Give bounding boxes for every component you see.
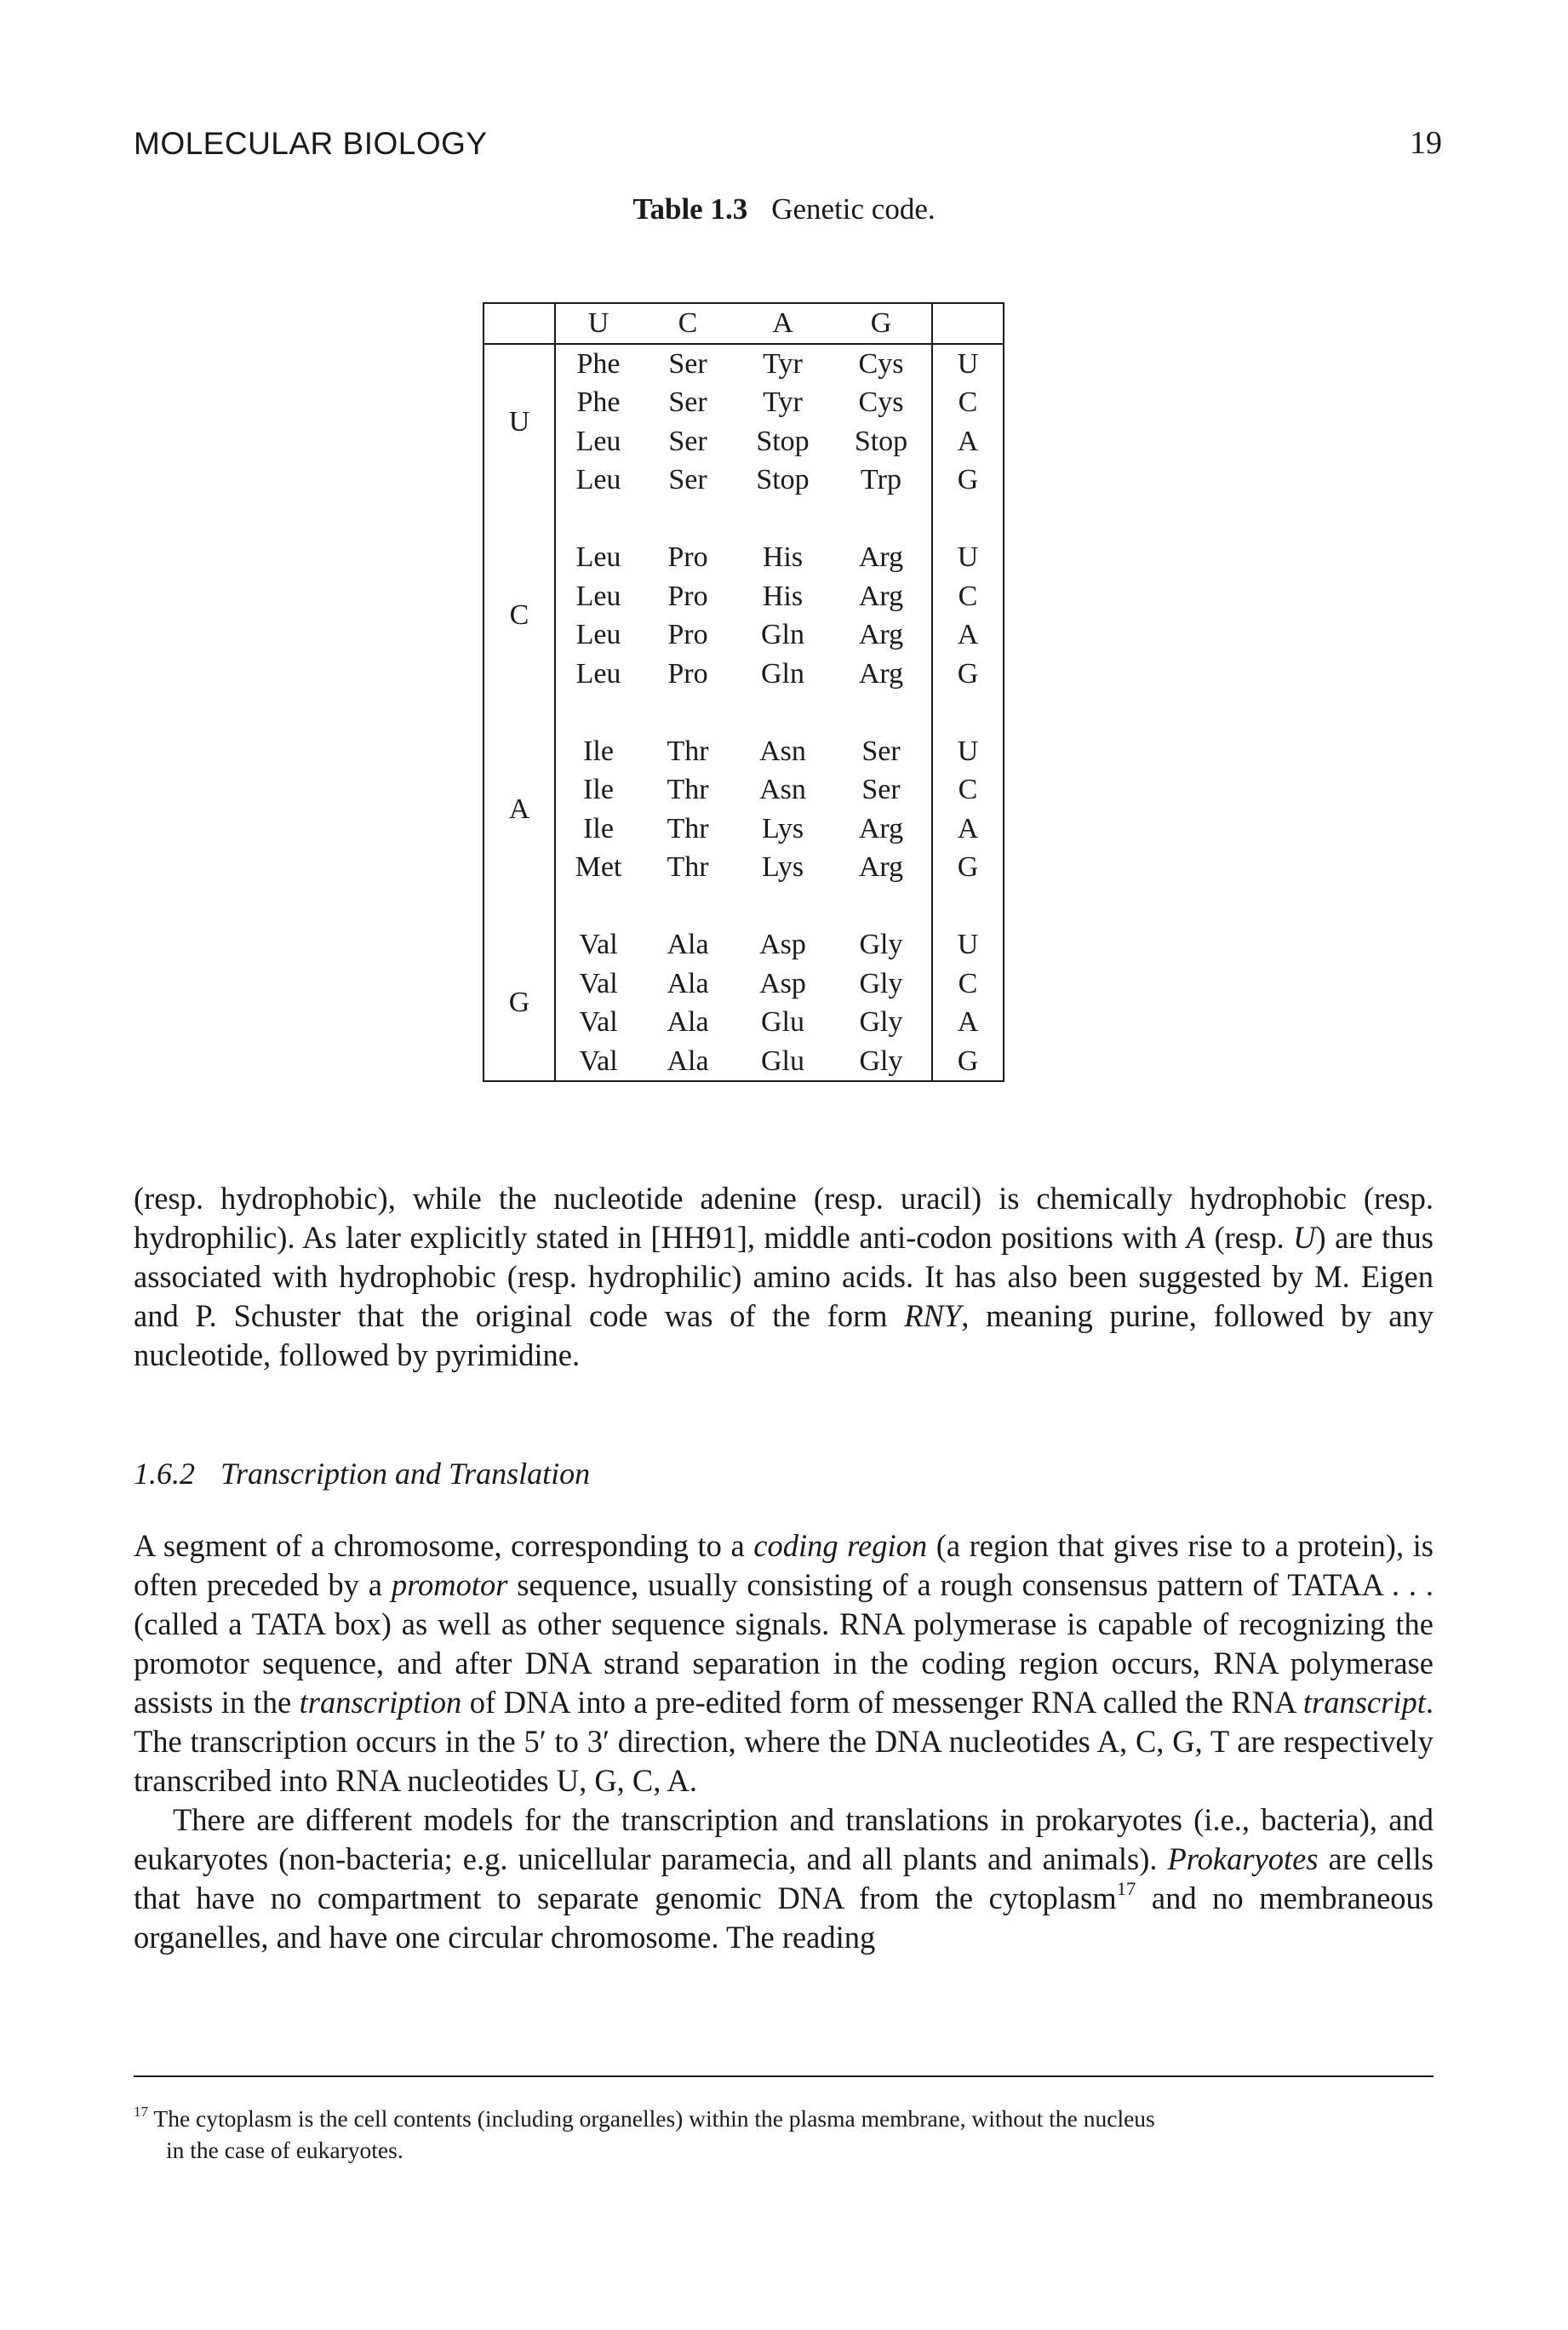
amino-acid-cell: Met (555, 848, 641, 887)
para1-italic-u: U (1293, 1220, 1316, 1255)
para1-text-4: , meaning purine, followed by any nucleotide, followed by pyrimidine. (134, 1298, 1434, 1372)
amino-acid-cell: Asn (759, 774, 806, 805)
header-corner-cell (484, 303, 555, 344)
para2-text-3: sequence, usually consisting of a rough consensus pattern of TATAA . . . (called a TATA box) as well as other sequence signals. RNA polymerase is capable of recognizing the promotor sequence, and after DNA strand separation in the coding region occurs, RNA polymerase assists in the (134, 1567, 1434, 1720)
amino-acid-cell: Ser (668, 425, 707, 457)
amino-acid-cell: Val (555, 1003, 641, 1042)
block-spacer-row (484, 693, 1004, 732)
amino-acid-cell: Asp (759, 929, 806, 960)
third-position-cell: U (932, 344, 1004, 384)
table-header-row (484, 303, 1004, 344)
amino-acid-cell: Val (555, 965, 641, 1004)
amino-acid-cell: Ser (668, 347, 707, 380)
amino-acid-cell: Leu (555, 577, 641, 616)
para3-text-1: There are different models for the transcription and translations in prokaryotes (i.e., bacteria), and eukaryotes (non-bacteria; e.g. unicellular paramecia, and all plants and animals). (134, 1802, 1434, 1876)
amino-acid-cell: Stop (854, 425, 908, 457)
amino-acid-cell: Tyr (763, 347, 803, 380)
genetic-code-table-body (484, 303, 1004, 1081)
para2-italic-3: transcription (299, 1685, 462, 1720)
table-row (484, 344, 1004, 384)
table-caption (0, 192, 1568, 226)
para2-italic-1: coding region (753, 1528, 928, 1563)
column-header-g: G (831, 303, 932, 344)
table-caption-text: Genetic code. (771, 192, 936, 226)
third-position-cell: G (932, 461, 1004, 500)
third-position-cell: U (932, 732, 1004, 771)
para2-text-1: A segment of a chromosome, corresponding to a (134, 1528, 754, 1563)
amino-acid-cell: Pro (667, 580, 708, 612)
amino-acid-cell: Gly (859, 929, 903, 960)
first-position-u: U (484, 344, 555, 500)
amino-acid-cell: Ala (641, 1042, 735, 1082)
footnote-line-2: in the case of eukaryotes. (166, 2137, 403, 2163)
amino-acid-cell: Arg (858, 851, 904, 883)
amino-acid-cell: Glu (735, 1042, 831, 1082)
section-heading (134, 1456, 590, 1491)
amino-acid-cell: Phe (555, 383, 641, 422)
third-position-cell: U (932, 538, 1004, 577)
table-caption-label: Table 1.3 (632, 192, 748, 226)
amino-acid-cell: Leu (555, 538, 641, 577)
spacer-cell (641, 500, 735, 539)
para1-italic-rny: RNY (904, 1298, 962, 1333)
para2-text-4: of DNA into a pre-edited form of messenger RNA called the RNA (461, 1685, 1303, 1720)
amino-acid-cell: Asp (759, 967, 806, 999)
table-row (484, 577, 1004, 616)
amino-acid-cell: Pro (667, 657, 708, 690)
third-position-cell: C (932, 383, 1004, 422)
para1-italic-a: A (1186, 1220, 1205, 1255)
table-row (484, 965, 1004, 1004)
spacer-cell (555, 500, 641, 539)
section-number: 1.6.2 (134, 1457, 195, 1491)
first-position-a: A (484, 732, 555, 887)
table-row (484, 383, 1004, 422)
table-row (484, 1042, 1004, 1082)
amino-acid-cell: His (762, 580, 804, 612)
amino-acid-cell: Phe (555, 344, 641, 384)
running-head: MOLECULAR BIOLOGY (134, 126, 488, 161)
amino-acid-cell: Leu (555, 655, 641, 694)
amino-acid-cell: Thr (667, 774, 709, 805)
amino-acid-cell: Arg (858, 580, 904, 612)
amino-acid-cell: Glu (761, 1006, 804, 1038)
amino-acid-cell: Trp (861, 464, 901, 495)
para3-italic-1: Prokaryotes (1167, 1841, 1319, 1876)
table-row (484, 770, 1004, 810)
spacer-cell (555, 887, 641, 926)
para3-text-2: are cells that have no compartment to separate genomic DNA from the cytoplasm (134, 1841, 1434, 1915)
para2-italic-2: promotor (391, 1567, 508, 1602)
section-title: Transcription and Translation (220, 1457, 591, 1491)
table-row (484, 848, 1004, 887)
para3-text-3: and no membraneous organelles, and have one circular chromosome. The reading (134, 1881, 1434, 1955)
column-header-u: U (555, 303, 641, 344)
amino-acid-cell: Arg (858, 657, 904, 690)
para2-text-2: (a region that gives rise to a protein), is often preceded by a (134, 1528, 1434, 1602)
body-text (134, 1526, 1434, 1957)
amino-acid-cell: Ile (555, 732, 641, 771)
amino-acid-cell: Gly (831, 1042, 932, 1082)
table-row (484, 1003, 1004, 1042)
third-position-cell: A (932, 615, 1004, 655)
amino-acid-cell: Gly (859, 1006, 903, 1038)
third-position-cell: A (932, 422, 1004, 461)
spacer-cell (555, 693, 641, 732)
amino-acid-cell: Thr (667, 812, 709, 844)
third-position-cell: G (932, 848, 1004, 887)
amino-acid-cell: Cys (858, 347, 904, 380)
paragraph-3 (134, 1800, 1434, 1957)
amino-acid-cell: Lys (761, 812, 804, 844)
first-position-c: C (484, 538, 555, 693)
header-third-cell (932, 303, 1004, 344)
amino-acid-cell: Stop (756, 425, 810, 457)
amino-acid-cell: Pro (667, 619, 708, 650)
amino-acid-cell: Ser (861, 735, 901, 767)
footnote-reference[interactable]: 17 (1116, 1878, 1136, 1900)
spacer-cell (831, 887, 932, 926)
amino-acid-cell: Cys (858, 386, 904, 418)
footnote-line-1: The cytoplasm is the cell contents (including organelles) within the plasma membrane, without the nucleus (148, 2105, 1155, 2132)
para2-italic-4: transcript (1302, 1685, 1426, 1720)
para1-text-2: (resp. (1205, 1220, 1294, 1255)
third-position-cell: A (932, 810, 1004, 849)
amino-acid-cell: Arg (858, 619, 904, 650)
footnote-marker: 17 (134, 2104, 149, 2121)
spacer-cell (831, 693, 932, 732)
table-row (484, 655, 1004, 694)
amino-acid-cell: Thr (667, 851, 709, 883)
spacer-cell (735, 693, 831, 732)
spacer-cell (932, 693, 1004, 732)
amino-acid-cell: Thr (667, 735, 709, 767)
page-number: 19 (1410, 125, 1442, 161)
amino-acid-cell: Val (555, 1042, 641, 1082)
amino-acid-cell: Gly (859, 967, 903, 999)
genetic-code-table (483, 302, 1004, 1082)
paragraph-2 (134, 1526, 1434, 1800)
third-position-cell: G (932, 655, 1004, 694)
amino-acid-cell: Asn (759, 735, 806, 767)
spacer-cell (641, 693, 735, 732)
block-spacer-row (484, 887, 1004, 926)
amino-acid-cell: Arg (858, 541, 904, 573)
amino-acid-cell: Ser (668, 386, 707, 418)
table-row (484, 810, 1004, 849)
footnote (134, 2103, 1434, 2166)
spacer-cell (735, 500, 831, 539)
amino-acid-cell: Val (555, 925, 641, 965)
column-header-a: A (735, 303, 831, 344)
amino-acid-cell: Ser (668, 464, 707, 495)
amino-acid-cell: Leu (555, 461, 641, 500)
amino-acid-cell: Ala (667, 967, 709, 999)
spacer-cell (932, 887, 1004, 926)
amino-acid-cell: His (762, 541, 804, 573)
spacer-cell (484, 693, 555, 732)
third-position-cell: A (932, 1003, 1004, 1042)
amino-acid-cell: Ser (861, 774, 901, 805)
table-row (484, 422, 1004, 461)
amino-acid-cell: Arg (858, 812, 904, 844)
first-position-g: G (484, 925, 555, 1081)
third-position-cell: U (932, 925, 1004, 965)
spacer-cell (735, 887, 831, 926)
amino-acid-cell: Stop (756, 464, 810, 495)
amino-acid-cell: Ile (555, 810, 641, 849)
para2-text-5: . The transcription occurs in the 5′ to 3′ direction, where the DNA nucleotides A, C, G, T are respectively transcribed into RNA nucleotides U, G, C, A. (134, 1685, 1434, 1798)
amino-acid-cell: Ala (667, 1006, 709, 1038)
block-spacer-row (484, 500, 1004, 539)
table-row (484, 538, 1004, 577)
amino-acid-cell: Gln (761, 657, 804, 690)
amino-acid-cell: Gln (761, 619, 804, 650)
spacer-cell (484, 887, 555, 926)
table-row (484, 732, 1004, 771)
paragraph-1 (134, 1179, 1434, 1375)
third-position-cell: G (932, 1042, 1004, 1082)
para1-text-3: ) are thus associated with hydrophobic (resp. hydrophilic) amino acids. It has also been suggested by M. Eigen and P. Schuster that the original code was of the form (134, 1220, 1434, 1333)
table-row (484, 615, 1004, 655)
table-row (484, 925, 1004, 965)
spacer-cell (484, 500, 555, 539)
spacer-cell (831, 500, 932, 539)
spacer-cell (932, 500, 1004, 539)
amino-acid-cell: Lys (761, 851, 804, 883)
spacer-cell (641, 887, 735, 926)
table-row (484, 461, 1004, 500)
amino-acid-cell: Pro (667, 541, 708, 573)
third-position-cell: C (932, 770, 1004, 810)
amino-acid-cell: Tyr (763, 386, 803, 418)
para1-text-1: (resp. hydrophobic), while the nucleotide adenine (resp. uracil) is chemically hydrophobic (resp. hydrophilic). As later explicitly stated in [HH91], middle anti-codon positions with (134, 1181, 1434, 1255)
column-header-c: C (641, 303, 735, 344)
footnote-divider (134, 2075, 1434, 2077)
amino-acid-cell: Ile (555, 770, 641, 810)
amino-acid-cell: Leu (555, 615, 641, 655)
third-position-cell: C (932, 577, 1004, 616)
amino-acid-cell: Ala (667, 929, 709, 960)
third-position-cell: C (932, 965, 1004, 1004)
amino-acid-cell: Leu (555, 422, 641, 461)
